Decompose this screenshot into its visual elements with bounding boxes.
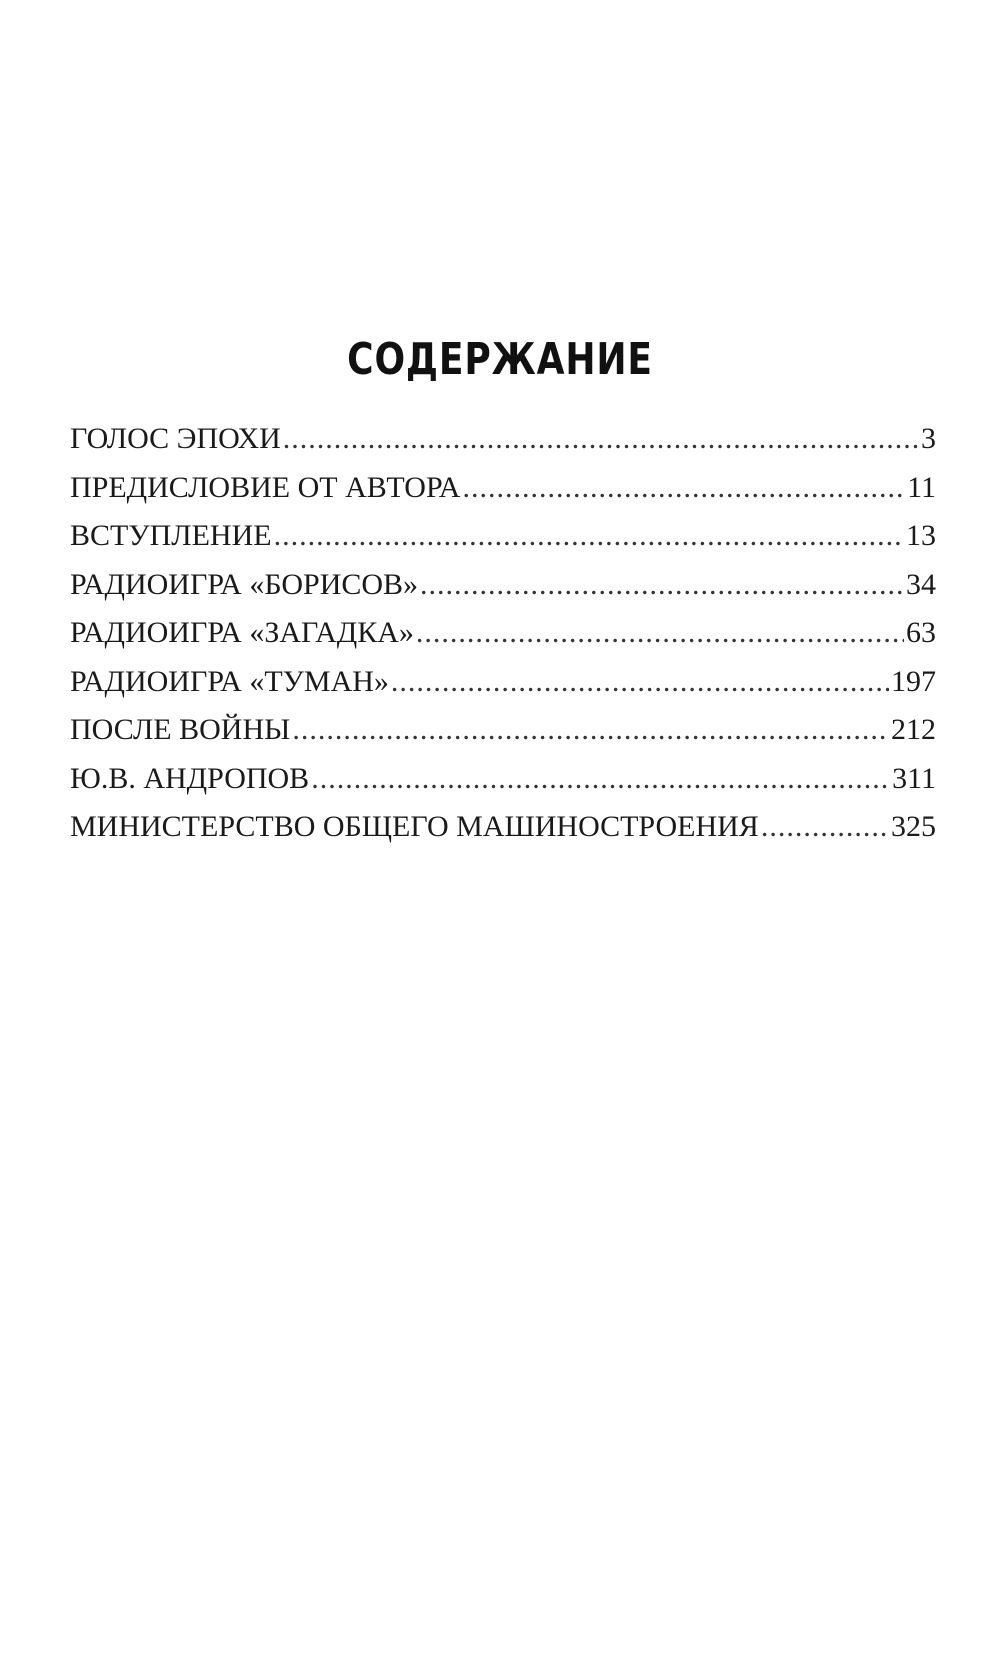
- dot-leader: [416, 618, 904, 648]
- toc-entry: [70, 521, 936, 570]
- toc-page-number: 63: [906, 616, 936, 649]
- toc-entry: [70, 567, 936, 619]
- toc-entry: [70, 618, 936, 667]
- toc-page-number: 212: [891, 713, 936, 746]
- toc-page-number: 13: [906, 519, 936, 552]
- toc-entry: [70, 424, 936, 473]
- toc-list: [70, 424, 936, 861]
- dot-leader: [420, 570, 904, 600]
- toc-page-number: 311: [892, 761, 936, 795]
- dot-leader: [292, 715, 889, 745]
- dot-leader: [311, 764, 890, 794]
- toc-page-number: 3: [921, 422, 936, 455]
- toc-entry-title: ПРЕДИСЛОВИЕ ОТ АВТОРА: [70, 470, 461, 504]
- toc-entry-title: ПОСЛЕ ВОЙНЫ: [70, 713, 291, 746]
- toc-entry: [70, 470, 936, 522]
- toc-entry: [70, 812, 936, 861]
- toc-entry-title: РАДИОИГРА «ЗАГАДКА»: [70, 616, 414, 649]
- dot-leader: [462, 473, 905, 503]
- dot-leader: [274, 521, 904, 551]
- toc-entry: [70, 761, 936, 813]
- toc-entry-title: РАДИОИГРА «ТУМАН»: [70, 664, 389, 698]
- toc-page-number: 34: [906, 567, 936, 601]
- dot-leader: [761, 812, 889, 842]
- toc-entry: [70, 664, 936, 716]
- toc-entry-title: МИНИСТЕРСТВО ОБЩЕГО МАШИНОСТРОЕНИЯ: [70, 810, 759, 843]
- toc-entry-title: ВСТУПЛЕНИЕ: [70, 519, 272, 552]
- toc-entry-title: ГОЛОС ЭПОХИ: [70, 422, 281, 455]
- toc-entry: [70, 715, 936, 764]
- toc-page-number: 197: [891, 664, 936, 698]
- toc-entry-title: Ю.В. АНДРОПОВ: [70, 761, 310, 795]
- toc-page-number: 11: [907, 470, 936, 504]
- toc-heading: СОДЕРЖАНИЕ: [347, 334, 653, 385]
- toc-entry-title: РАДИОИГРА «БОРИСОВ»: [70, 567, 419, 601]
- toc-page-number: 325: [891, 810, 936, 843]
- dot-leader: [391, 667, 889, 697]
- dot-leader: [283, 424, 919, 454]
